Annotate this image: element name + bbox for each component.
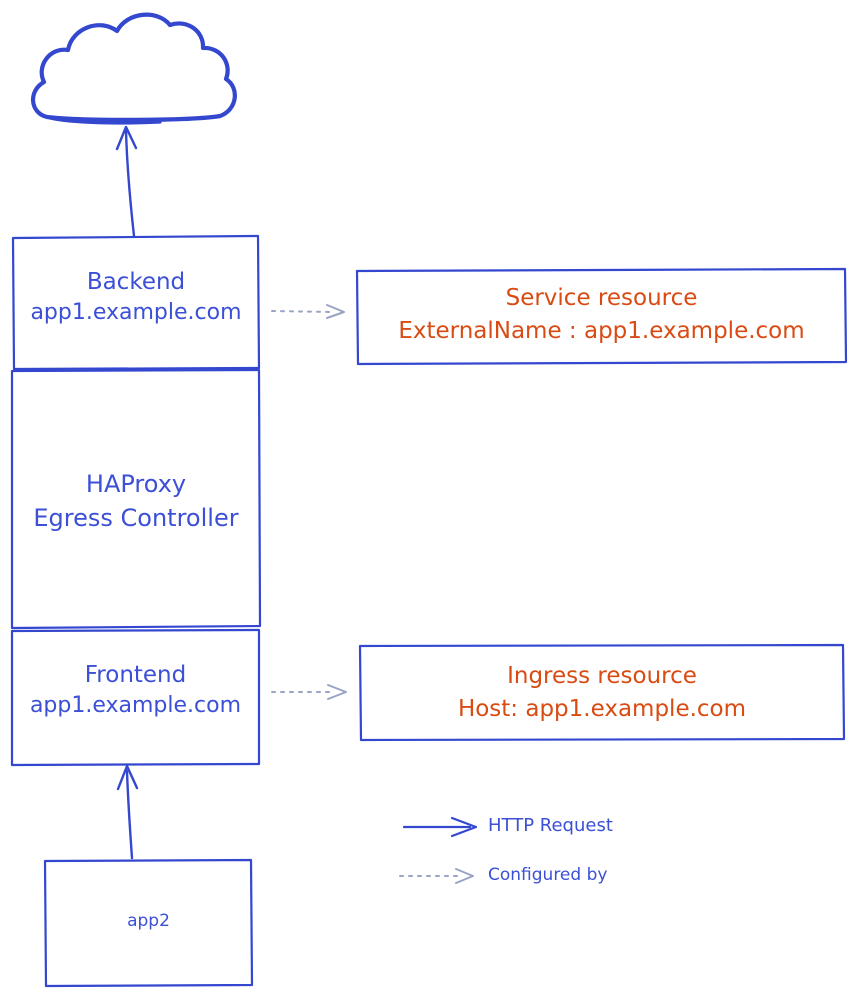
controller-label-subtitle: Egress Controller [33, 504, 239, 532]
frontend-label-host: app1.example.com [29, 693, 242, 718]
arrow-backend-to-service [272, 305, 344, 318]
ingress-resource-title: Ingress resource [507, 663, 697, 689]
legend-label-http-request: HTTP Request [488, 815, 613, 836]
arrow-frontend-to-ingress [272, 685, 346, 699]
app2-label: app2 [127, 911, 170, 931]
service-resource-title: Service resource [505, 285, 698, 311]
arrow-app2-to-frontend [118, 766, 137, 858]
backend-box [13, 236, 259, 369]
frontend-box [12, 630, 259, 765]
backend-label-title: Backend [86, 269, 186, 295]
arrow-backend-to-cloud [117, 127, 136, 236]
legend-solid-arrow-icon [404, 818, 476, 836]
ingress-resource-detail: Host: app1.example.com [457, 696, 747, 722]
legend-label-configured-by: Configured by [488, 865, 608, 885]
ingress-resource-box [360, 645, 844, 740]
backend-label-host: app1.example.com [30, 300, 242, 325]
internet-cloud-icon [33, 15, 235, 123]
app2-box [45, 860, 252, 986]
frontend-label-title: Frontend [84, 662, 187, 688]
service-resource-detail: ExternalName : app1.example.com [398, 318, 805, 344]
controller-label-title: HAProxy [85, 470, 187, 498]
haproxy-controller-box [12, 370, 260, 628]
legend-dotted-arrow-icon [400, 869, 473, 883]
